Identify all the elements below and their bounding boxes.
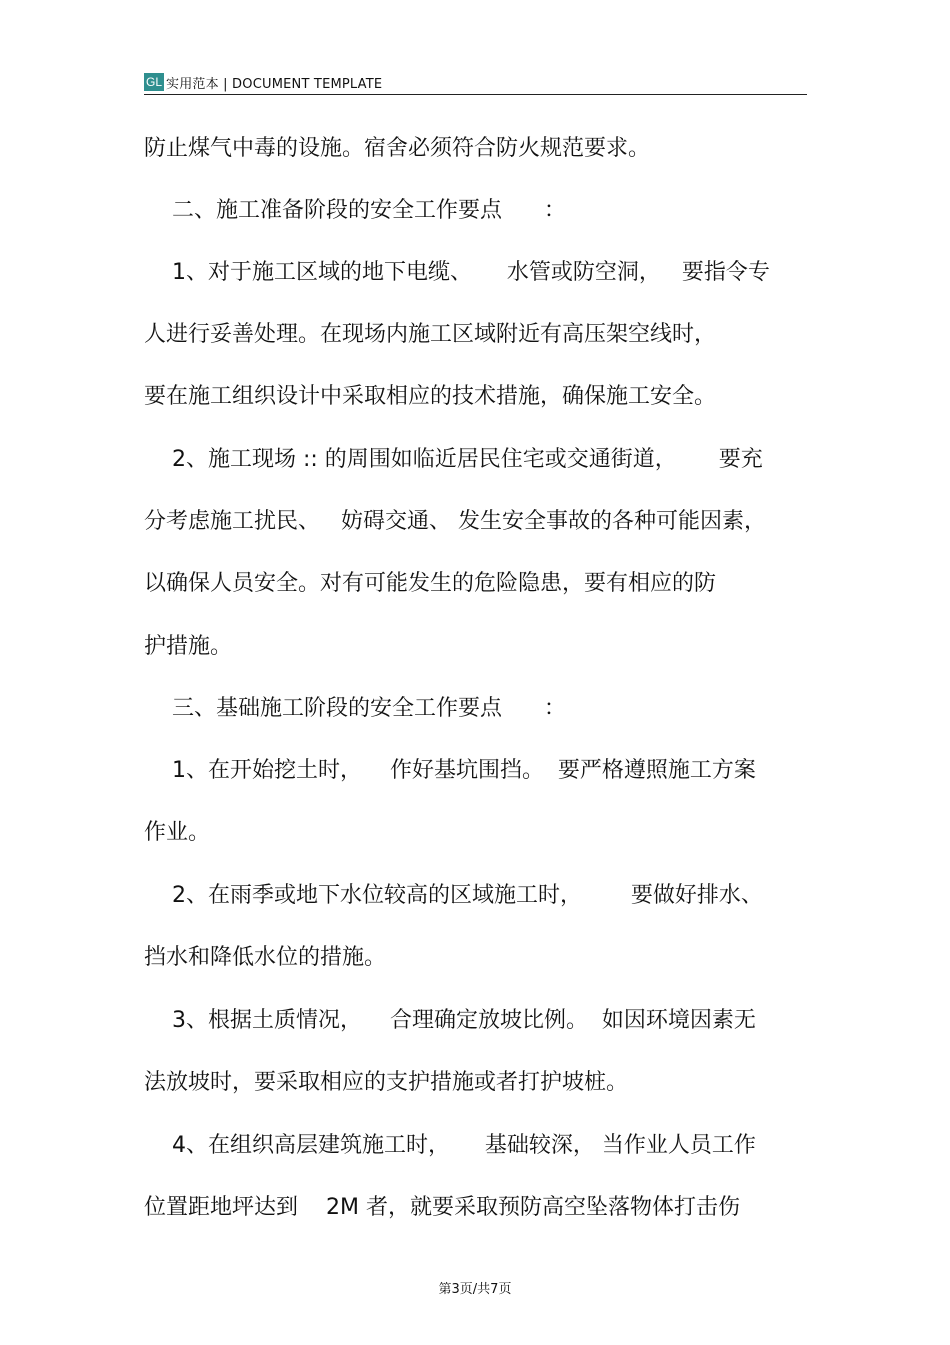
logo: GL	[146, 75, 163, 89]
header-title: 实用范本 | DOCUMENT TEMPLATE	[166, 76, 383, 92]
body-line: 3、根据土质情况， 合理确定放坡比例。 如因环境因素无	[144, 1008, 756, 1033]
body-line: 人进行妥善处理。在现场内施工区域附近有高压架空线时，	[144, 322, 717, 347]
body-line: 2、在雨季或地下水位较高的区域施工时， 要做好排水、	[144, 883, 763, 908]
body-line: 以确保人员安全。对有可能发生的危险隐患，要有相应的防	[144, 571, 717, 596]
body-line: 法放坡时，要采取相应的支护措施或者打护坡桩。	[144, 1070, 629, 1095]
body-line: 4、在组织高层建筑施工时， 基础较深， 当作业人员工作	[144, 1133, 756, 1158]
body-line: 位置距地坪达到 2M 者，就要采取预防高空坠落物体打击伤	[144, 1195, 740, 1220]
body-line: 1、对于施工区域的地下电缆、 水管或防空洞， 要指令专	[144, 260, 770, 285]
body-line: 作业。	[144, 820, 211, 845]
section-heading: 三、基础施工阶段的安全工作要点 ：	[144, 696, 566, 721]
page-number: 第3页/共7页	[438, 1282, 512, 1297]
body-line: 要在施工组织设计中采取相应的技术措施，确保施工安全。	[144, 384, 717, 409]
body-line: 分考虑施工扰民、 妨碍交通、 发生安全事故的各种可能因素，	[144, 509, 766, 534]
body-line: 防止煤气中毒的设施。宿舍必须符合防火规范要求。	[144, 136, 651, 161]
body-line: 2、施工现场 :: 的周围如临近居民住宅或交通街道， 要充	[144, 447, 763, 472]
section-heading: 二、施工准备阶段的安全工作要点 ：	[144, 198, 566, 223]
body-line: 挡水和降低水位的措施。	[144, 945, 387, 970]
body-line: 1、在开始挖土时， 作好基坑围挡。 要严格遵照施工方案	[144, 758, 756, 783]
body-line: 护措施。	[144, 634, 233, 659]
